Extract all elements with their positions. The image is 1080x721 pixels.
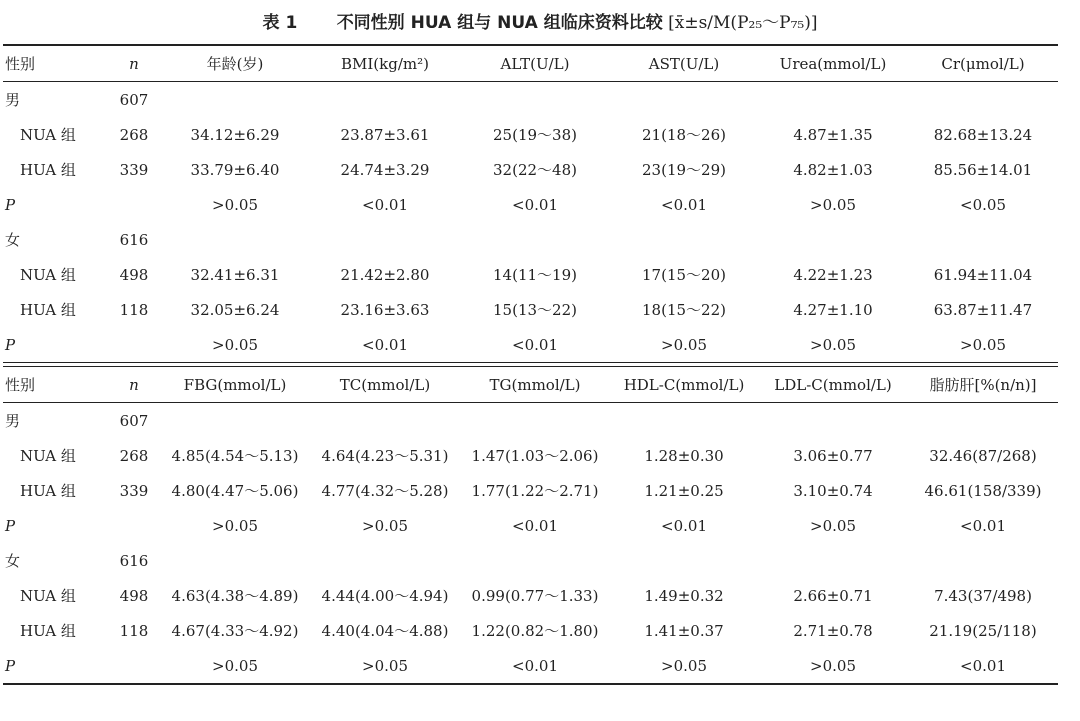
table-cell: <0.01 (960, 516, 1006, 535)
table-cell: >0.05 (661, 656, 707, 675)
table-cell: 1.41±0.37 (644, 621, 724, 640)
column-header: n (108, 367, 160, 403)
table-row (3, 508, 1058, 543)
table-cell: 118 (119, 300, 149, 319)
table-row (3, 403, 1058, 439)
table-cell: 498 (119, 265, 149, 284)
table-cell: 34.12±6.29 (190, 125, 280, 144)
table-number: 表 1 (262, 13, 298, 33)
table-cell: 339 (119, 481, 149, 500)
table-cell: >0.05 (212, 516, 258, 535)
table-row (3, 648, 1058, 683)
table-cell: >0.05 (810, 195, 856, 214)
table-cell (758, 82, 908, 118)
table-cell: <0.01 (512, 656, 558, 675)
row-label: P (5, 656, 16, 675)
table-cell (160, 222, 310, 257)
table-cell: 1.21±0.25 (644, 481, 724, 500)
table-cell: 616 (119, 230, 149, 249)
table-cell (160, 403, 310, 439)
column-header: TG(mmol/L) (460, 367, 610, 403)
table-cell: 4.27±1.10 (793, 300, 873, 319)
table-cell: 1.77(1.22～2.71) (471, 482, 599, 500)
table-cell: 4.64(4.23～5.31) (321, 447, 449, 465)
table-cell: 4.63(4.38～4.89) (171, 587, 299, 605)
table-cell: 4.77(4.32～5.28) (321, 482, 449, 500)
table-cell: 4.22±1.23 (793, 265, 873, 284)
table-cell (108, 187, 160, 222)
column-header: HDL-C(mmol/L) (610, 367, 758, 403)
table-cell: 4.40(4.04～4.88) (321, 622, 449, 640)
table-cell: 4.87±1.35 (793, 125, 873, 144)
table-cell (610, 222, 758, 257)
table-cell: <0.01 (512, 335, 558, 354)
table-cell: 46.61(158/339) (924, 481, 1042, 500)
table-cell: >0.05 (362, 516, 408, 535)
table-cell (310, 543, 460, 578)
table-cell: <0.05 (960, 195, 1006, 214)
section-double-rule-top (3, 362, 1058, 363)
table-cell: 32.05±6.24 (190, 300, 280, 319)
column-header: 性别 (3, 46, 108, 82)
table-row (3, 292, 1058, 327)
table-row (3, 222, 1058, 257)
column-header: Urea(mmol/L) (758, 46, 908, 82)
table-cell (460, 222, 610, 257)
clinical-table-part1 (3, 46, 1058, 362)
table-cell (108, 508, 160, 543)
table-cell: 1.28±0.30 (644, 446, 724, 465)
table-row (3, 543, 1058, 578)
column-header: BMI(kg/m²) (310, 46, 460, 82)
row-label: HUA 组 (20, 161, 76, 179)
column-header: n (108, 46, 160, 82)
table-cell: 23.16±3.63 (340, 300, 430, 319)
table-row (3, 473, 1058, 508)
table-cell: 2.71±0.78 (793, 621, 873, 640)
table-caption (0, 8, 1080, 33)
table-cell: 17(15～20) (642, 266, 726, 284)
table-row (3, 117, 1058, 152)
table-cell: 498 (119, 586, 149, 605)
table-cell (108, 327, 160, 362)
header-row (3, 46, 1058, 82)
table-cell: 24.74±3.29 (340, 160, 430, 179)
table-cell: >0.05 (212, 656, 258, 675)
table-cell: <0.01 (512, 516, 558, 535)
table-cell: 4.82±1.03 (793, 160, 873, 179)
table-cell (908, 543, 1058, 578)
table-cell (908, 82, 1058, 118)
column-header: FBG(mmol/L) (160, 367, 310, 403)
column-header: ALT(U/L) (460, 46, 610, 82)
table-cell: >0.05 (212, 335, 258, 354)
table-cell: >0.05 (212, 195, 258, 214)
table-cell: 339 (119, 160, 149, 179)
table-cell: 4.85(4.54～5.13) (171, 447, 299, 465)
table-cell: 3.10±0.74 (793, 481, 873, 500)
row-label: 女 (5, 552, 21, 570)
table-row (3, 82, 1058, 118)
table-row (3, 187, 1058, 222)
table-cell: 21.19(25/118) (929, 621, 1037, 640)
table-cell: 268 (119, 446, 149, 465)
table-cell: 616 (119, 551, 149, 570)
table-row (3, 438, 1058, 473)
table-cell (610, 403, 758, 439)
table-cell: 32.41±6.31 (190, 265, 280, 284)
row-label: NUA 组 (20, 126, 76, 144)
table-cell: 3.06±0.77 (793, 446, 873, 465)
column-header: Cr(μmol/L) (908, 46, 1058, 82)
table-row (3, 257, 1058, 292)
table-cell: 4.80(4.47～5.06) (171, 482, 299, 500)
table-cell: >0.05 (362, 656, 408, 675)
row-label: 男 (5, 91, 21, 109)
row-label: HUA 组 (20, 482, 76, 500)
table-cell (310, 222, 460, 257)
table-cell: 21(18～26) (642, 126, 726, 144)
table-cell: 1.49±0.32 (644, 586, 724, 605)
bottom-rule (3, 683, 1058, 685)
table-title: 不同性别 HUA 组与 NUA 组临床资料比较 (336, 13, 663, 33)
table-cell: 1.47(1.03～2.06) (471, 447, 599, 465)
column-header: LDL-C(mmol/L) (758, 367, 908, 403)
table-cell: >0.05 (661, 335, 707, 354)
table-cell (610, 82, 758, 118)
table-cell: 14(11～19) (493, 266, 577, 284)
row-label: 女 (5, 231, 21, 249)
table-cell: <0.01 (362, 335, 408, 354)
table-cell: 61.94±11.04 (933, 265, 1033, 284)
table-cell (310, 403, 460, 439)
row-label: 男 (5, 412, 21, 430)
table-cell (160, 543, 310, 578)
table-cell: <0.01 (661, 195, 707, 214)
row-label: P (5, 516, 16, 535)
table-cell: 23.87±3.61 (340, 125, 430, 144)
row-label: HUA 组 (20, 622, 76, 640)
header-row (3, 367, 1058, 403)
table-cell: >0.05 (960, 335, 1006, 354)
table-cell: 21.42±2.80 (340, 265, 430, 284)
table-cell: 4.67(4.33～4.92) (171, 622, 299, 640)
table-cell (108, 648, 160, 683)
column-header: AST(U/L) (610, 46, 758, 82)
clinical-table-part2 (3, 367, 1058, 683)
table-cell: <0.01 (661, 516, 707, 535)
table-cell: 25(19～38) (493, 126, 577, 144)
table-cell (460, 403, 610, 439)
table-cell: 2.66±0.71 (793, 586, 873, 605)
table-cell: 7.43(37/498) (934, 586, 1032, 605)
table-cell: 82.68±13.24 (933, 125, 1033, 144)
row-label: HUA 组 (20, 301, 76, 319)
table-cell: >0.05 (810, 516, 856, 535)
table-cell (460, 543, 610, 578)
table-cell: 32(22～48) (493, 161, 577, 179)
table-cell (758, 543, 908, 578)
column-header: 年龄(岁) (160, 46, 310, 82)
table-cell: 4.44(4.00～4.94) (321, 587, 449, 605)
row-label: P (5, 335, 16, 354)
table-cell: <0.01 (960, 656, 1006, 675)
table-cell: 118 (119, 621, 149, 640)
table-cell: 63.87±11.47 (933, 300, 1033, 319)
row-label: NUA 组 (20, 266, 76, 284)
table-cell (908, 222, 1058, 257)
table-cell: 33.79±6.40 (190, 160, 280, 179)
table-cell: 18(15～22) (642, 301, 726, 319)
table-cell: <0.01 (362, 195, 408, 214)
table-cell: 32.46(87/268) (929, 446, 1037, 465)
table-cell: 85.56±14.01 (933, 160, 1033, 179)
table-cell: 15(13～22) (493, 301, 577, 319)
table-cell: 268 (119, 125, 149, 144)
column-header: TC(mmol/L) (310, 367, 460, 403)
table-cell: 23(19～29) (642, 161, 726, 179)
table-row (3, 327, 1058, 362)
column-header: 性别 (3, 367, 108, 403)
table-cell (758, 403, 908, 439)
table-cell (610, 543, 758, 578)
table-cell: <0.01 (512, 195, 558, 214)
table-cell (758, 222, 908, 257)
row-label: NUA 组 (20, 447, 76, 465)
row-label: P (5, 195, 16, 214)
column-header: 脂肪肝[%(n/n)] (908, 367, 1058, 403)
table-cell: >0.05 (810, 656, 856, 675)
table-cell (310, 82, 460, 118)
table-cell (908, 403, 1058, 439)
table-cell (160, 82, 310, 118)
table-row (3, 152, 1058, 187)
table-cell: 607 (119, 411, 149, 430)
table-cell: >0.05 (810, 335, 856, 354)
table-cell (460, 82, 610, 118)
table-cell: 607 (119, 90, 149, 109)
table-cell: 0.99(0.77～1.33) (471, 587, 599, 605)
table-row (3, 613, 1058, 648)
row-label: NUA 组 (20, 587, 76, 605)
table-row (3, 578, 1058, 613)
table-cell: 1.22(0.82～1.80) (471, 622, 599, 640)
table-formula: [x̄±s/M(P₂₅～P₇₅)] (668, 13, 818, 33)
